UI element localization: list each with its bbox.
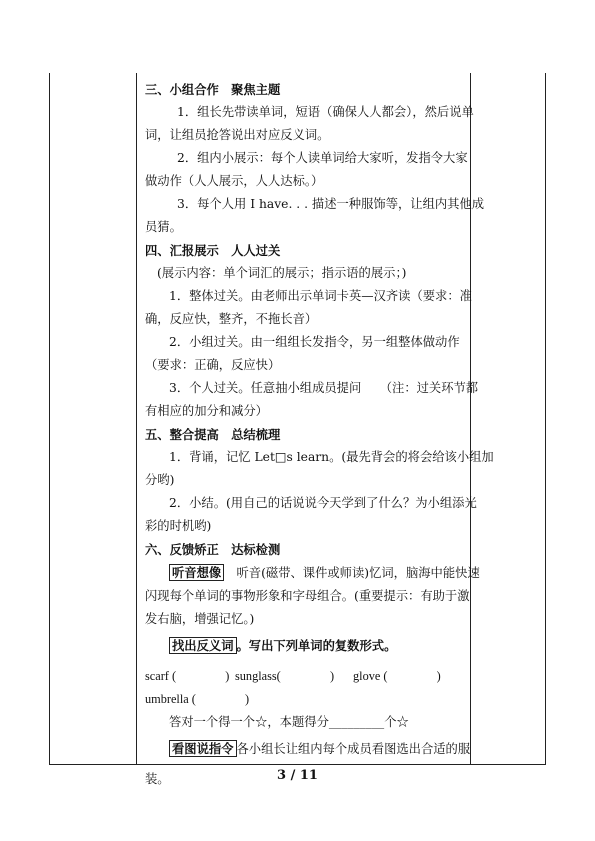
picture-line bbox=[145, 737, 471, 761]
page-number: 3 / 11 bbox=[277, 768, 318, 783]
antonym-label: 找出反义词 bbox=[169, 637, 237, 654]
section5-p2b: 彩的时机哟) bbox=[145, 519, 212, 533]
word-sunglass: sunglass( ) bbox=[235, 669, 335, 683]
section3-p2b: 做动作（人人展示，人人达标。） bbox=[145, 174, 324, 188]
section4-heading: 四、汇报展示 人人过关 bbox=[145, 243, 281, 258]
listen-text-a: 听音(磁带、课件或师读)忆词，脑海中能快速 bbox=[224, 566, 480, 580]
score-line: 答对一个得一个☆，本题得分_________个☆ bbox=[169, 715, 409, 729]
section6-heading: 六、反馈矫正 达标检测 bbox=[145, 542, 281, 557]
table-column-divider-left bbox=[136, 73, 137, 765]
plural-words-row bbox=[145, 665, 463, 688]
listen-label: 听音想像 bbox=[169, 564, 224, 581]
picture-label: 看图说指令 bbox=[169, 740, 237, 757]
section4-p1a: 1．整体过关。由老师出示单词卡英—汉齐读（要求：准 bbox=[169, 289, 472, 303]
section3-p1b: 词，让组员抢答说出对应反义词。 bbox=[145, 128, 330, 142]
section3-p2a: 2．组内小展示：每个人读单词给大家听，发指令大家 bbox=[177, 151, 468, 165]
section4-p2a: 2．小组过关。由一组组长发指令，另一组整体做动作 bbox=[169, 335, 460, 349]
listen-line bbox=[145, 561, 480, 585]
picture-text-b: 装。 bbox=[145, 772, 170, 786]
section5-heading: 五、整合提高 总结梳理 bbox=[145, 427, 281, 442]
antonym-line bbox=[145, 634, 463, 658]
section3-p3a: 3．每个人用 I have. . . 描述一种服饰等，让组内其他成 bbox=[177, 197, 485, 211]
section5-p1a: 1．背诵，记忆 Let□s learn。(最先背会的将会给该小组加 bbox=[169, 450, 494, 464]
lesson-content bbox=[145, 78, 494, 791]
word-umbrella: umbrella ( ) bbox=[145, 692, 250, 706]
listen-text-b: 闪现每个单词的事物形象和字母组合。(重要提示：有助于激 bbox=[145, 589, 470, 603]
section5-p1b: 分哟) bbox=[145, 473, 175, 487]
section3-heading: 三、小组合作 聚焦主题 bbox=[145, 82, 281, 97]
section3-p1a: 1．组长先带读单词，短语（确保人人都会），然后说单 bbox=[177, 105, 474, 119]
section5-p2a: 2．小结。(用自己的话说说今天学到了什么？为小组添光 bbox=[169, 496, 477, 510]
listen-text-c: 发右脑，增强记忆。) bbox=[145, 612, 255, 626]
section4-p1b: 确，反应快，整齐，不拖长音） bbox=[145, 312, 318, 326]
section3-p3b: 员猜。 bbox=[145, 220, 182, 234]
section4-p3b: 有相应的加分和减分） bbox=[145, 404, 268, 418]
picture-text-a: 各小组长让组内每个成员看图选出合适的服 bbox=[236, 742, 471, 756]
word-glove: glove ( ) bbox=[353, 669, 441, 683]
section4-p3a: 3．个人过关。任意抽小组成员提问 （注：过关环节都 bbox=[169, 381, 479, 395]
antonym-text: 。写出下列单词的复数形式。 bbox=[236, 638, 397, 653]
word-scarf: scarf ( ) bbox=[145, 669, 230, 683]
section4-p2b: （要求：正确，反应快） bbox=[145, 358, 281, 372]
table-column-divider-right bbox=[470, 73, 471, 765]
section4-intro: (展示内容：单个词汇的展示；指示语的展示；) bbox=[157, 266, 407, 280]
